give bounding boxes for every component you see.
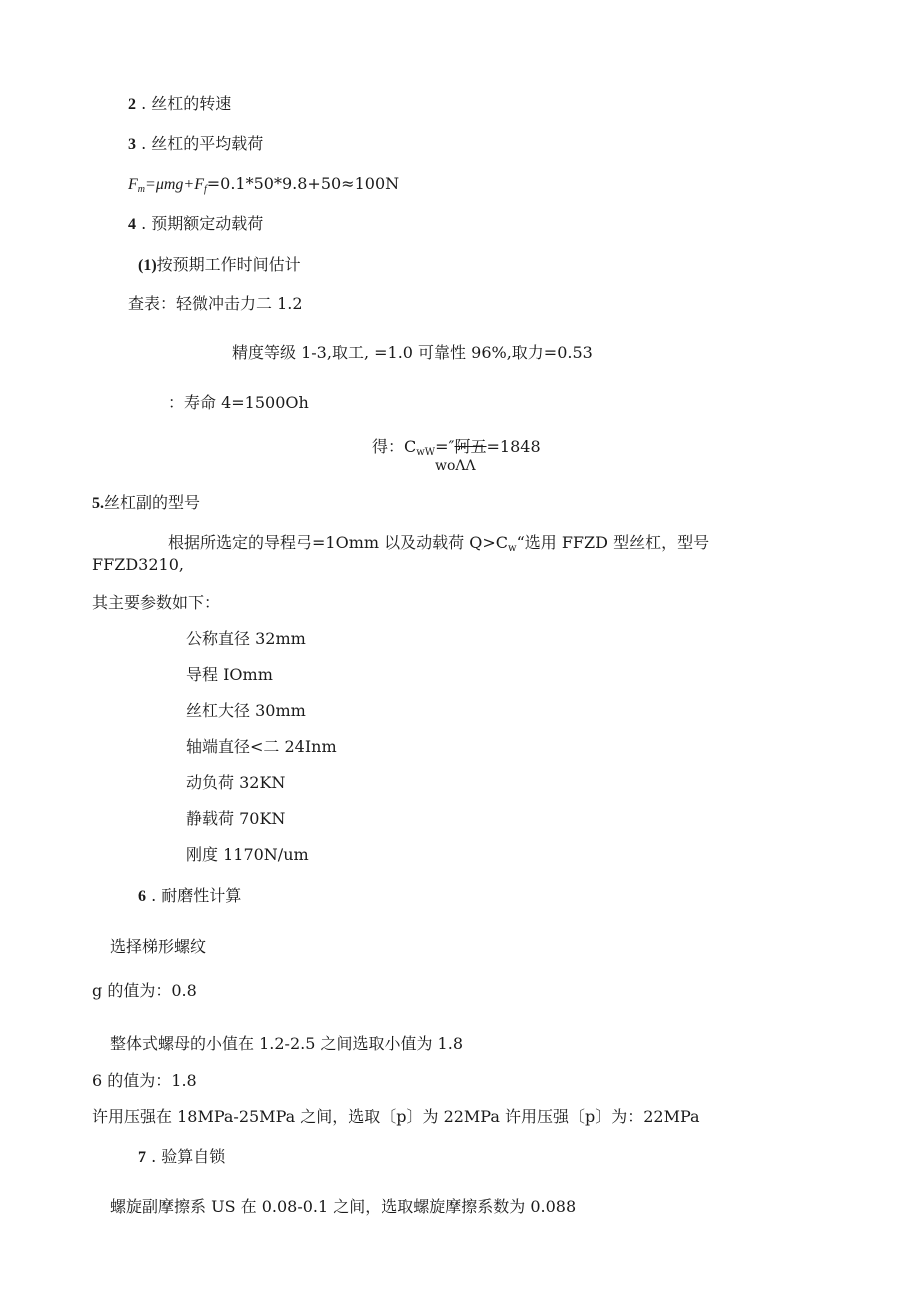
section-title: . 验算自锁 [151, 1147, 226, 1166]
model-paragraph: 根据所选定的导程弓=1Omm 以及动载荷 $Q>C_w“$选用 FFZD 型丝杠，型号 [168, 533, 710, 554]
section-7-heading [138, 1147, 225, 1168]
model-number: FFZD3210, [92, 555, 184, 574]
thread-line: 选择梯形螺纹 [110, 937, 207, 956]
section-3-heading [128, 134, 263, 155]
life-line: ：寿命 4=1500Oh [168, 393, 309, 412]
pressure-line: 许用压强在 18MPa-25MPa 之间，选取〔p〕为 22MPa 许用压强〔p〕为：22MPa [92, 1107, 700, 1126]
param-item: 公称直径 32mm [186, 629, 306, 648]
lookup-line: 查表：轻微冲击力二 1.2 [128, 294, 303, 313]
average-load-formula: $F_m=\mu mg+F_f=0.1*50*9.8+50\approx 100N$ [128, 174, 400, 195]
section-title: . 丝杠的平均载荷 [141, 134, 264, 153]
section-4-heading [128, 214, 263, 235]
precision-line: 精度等级 1-3,取工, =1.0 可靠性 96%,取力=0.53 [232, 343, 593, 362]
subsection-4-1-heading: (1)按预期工作时间估计 [138, 255, 301, 274]
param-item: 轴端直径<二 24Inm [186, 737, 337, 756]
section-number: 6 [138, 888, 146, 905]
section-number: 2 [128, 96, 136, 113]
section-2-heading [128, 94, 231, 115]
section-title: . 丝杠的转速 [141, 94, 232, 113]
param-item: 动负荷 32KN [186, 773, 286, 792]
section-title: . 耐磨性计算 [151, 886, 242, 905]
g-value-line: g 的值为：0.8 [92, 981, 197, 1000]
friction-line: 螺旋副摩擦系 US 在 0.08-0.1 之间，选取螺旋摩擦系数为 0.088 [110, 1197, 577, 1216]
section-number: 7 [138, 1149, 146, 1166]
section-title: . 预期额定动载荷 [141, 214, 264, 233]
param-item: 刚度 1170N∕um [186, 845, 309, 864]
result-formula: 得：$C_{wW}=''$阿五=1848 [372, 437, 541, 458]
param-item: 丝杠大径 30mm [186, 701, 306, 720]
params-intro: 其主要参数如下： [92, 593, 221, 612]
section-5-heading: 5.丝杠副的型号 [92, 493, 201, 512]
six-value-line: 6 的值为：1.8 [92, 1071, 197, 1090]
param-item: 静载荷 70KN [186, 809, 286, 828]
param-item: 导程 IOmm [186, 665, 273, 684]
nut-line: 整体式螺母的小值在 1.2-2.5 之间选取小值为 1.8 [110, 1034, 464, 1053]
section-number: 3 [128, 136, 136, 153]
section-6-heading [138, 886, 241, 907]
section-number: 4 [128, 216, 136, 233]
result-denominator: woΛΛ [435, 458, 476, 474]
